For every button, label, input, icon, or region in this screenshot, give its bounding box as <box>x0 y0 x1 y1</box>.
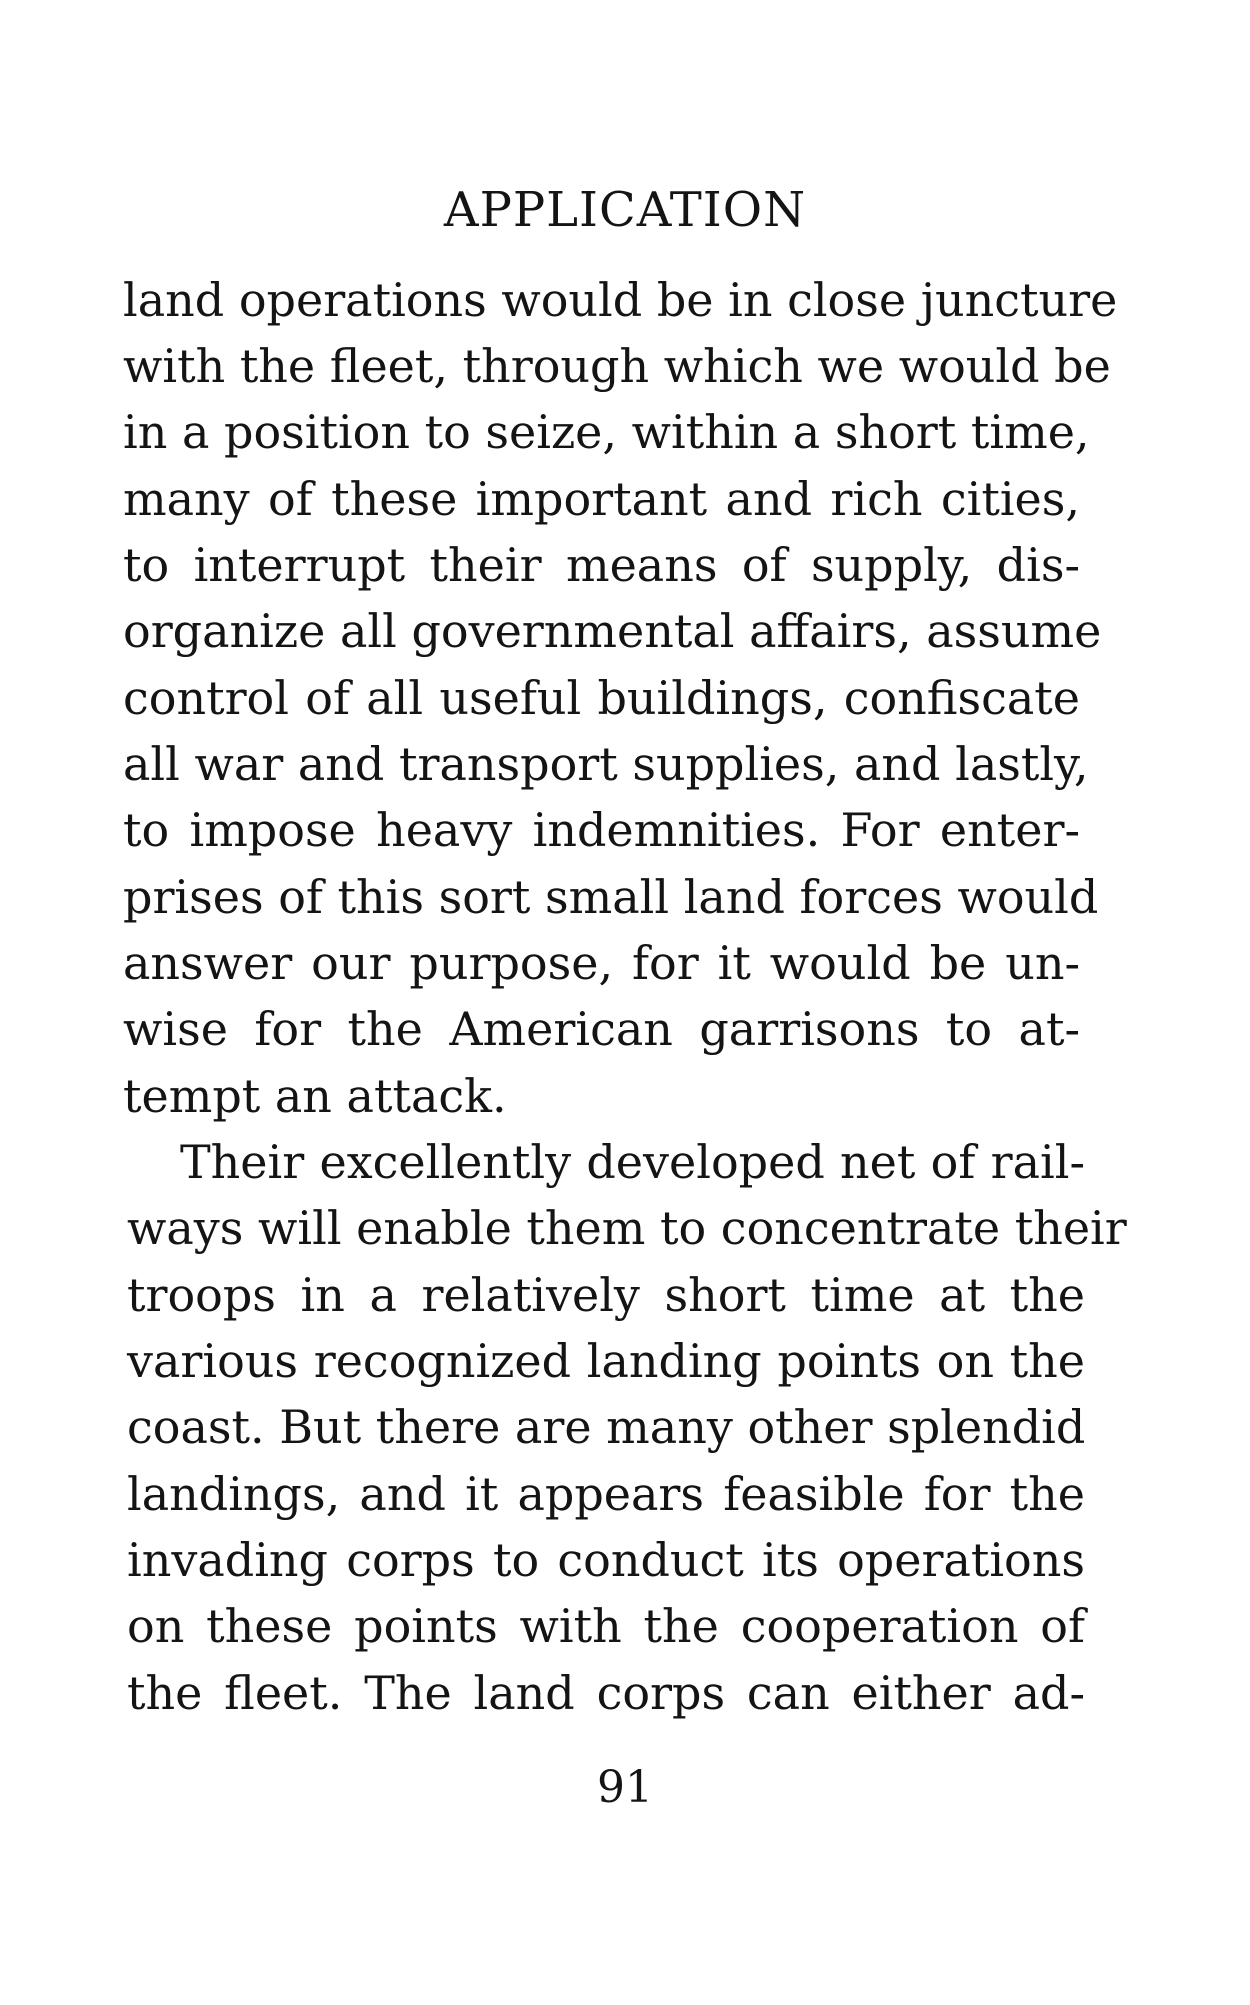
page-number: 91 <box>597 1762 653 1813</box>
text-line: on these points with the cooperation of <box>127 1599 1085 1653</box>
text-line: troops in a relatively short time at the <box>127 1268 1085 1322</box>
text-line: in a position to seize, within a short time, <box>123 405 1090 459</box>
text-line: Their excellently developed net of rail- <box>180 1135 1085 1189</box>
text-line: to impose heavy indemnities. For enter- <box>123 803 1080 857</box>
text-line: many of these important and rich cities, <box>123 472 1080 526</box>
text-line: control of all useful buildings, confiscate <box>123 671 1080 725</box>
text-line: answer our purpose, for it would be un- <box>123 936 1080 990</box>
text-line: prises of this sort small land forces would <box>123 870 1099 924</box>
text-line: land operations would be in close juncture <box>123 273 1118 327</box>
text-line: invading corps to conduct its operations <box>127 1533 1085 1587</box>
text-line: to interrupt their means of supply, dis- <box>123 538 1080 592</box>
text-line: with the fleet, through which we would be <box>123 339 1111 393</box>
text-line: organize all governmental affairs, assume <box>123 604 1102 658</box>
text-line: various recognized landing points on the <box>127 1334 1085 1388</box>
text-line: all war and transport supplies, and lastly, <box>123 737 1089 791</box>
running-head: APPLICATION <box>443 182 807 238</box>
text-line: tempt an attack. <box>123 1069 507 1123</box>
text-line: wise for the American garrisons to at- <box>123 1002 1080 1056</box>
text-line: the fleet. The land corps can either ad- <box>127 1666 1085 1720</box>
text-line: ways will enable them to concentrate their <box>127 1201 1127 1255</box>
text-line: coast. But there are many other splendid <box>127 1400 1086 1454</box>
text-line: landings, and it appears feasible for the <box>127 1467 1085 1521</box>
